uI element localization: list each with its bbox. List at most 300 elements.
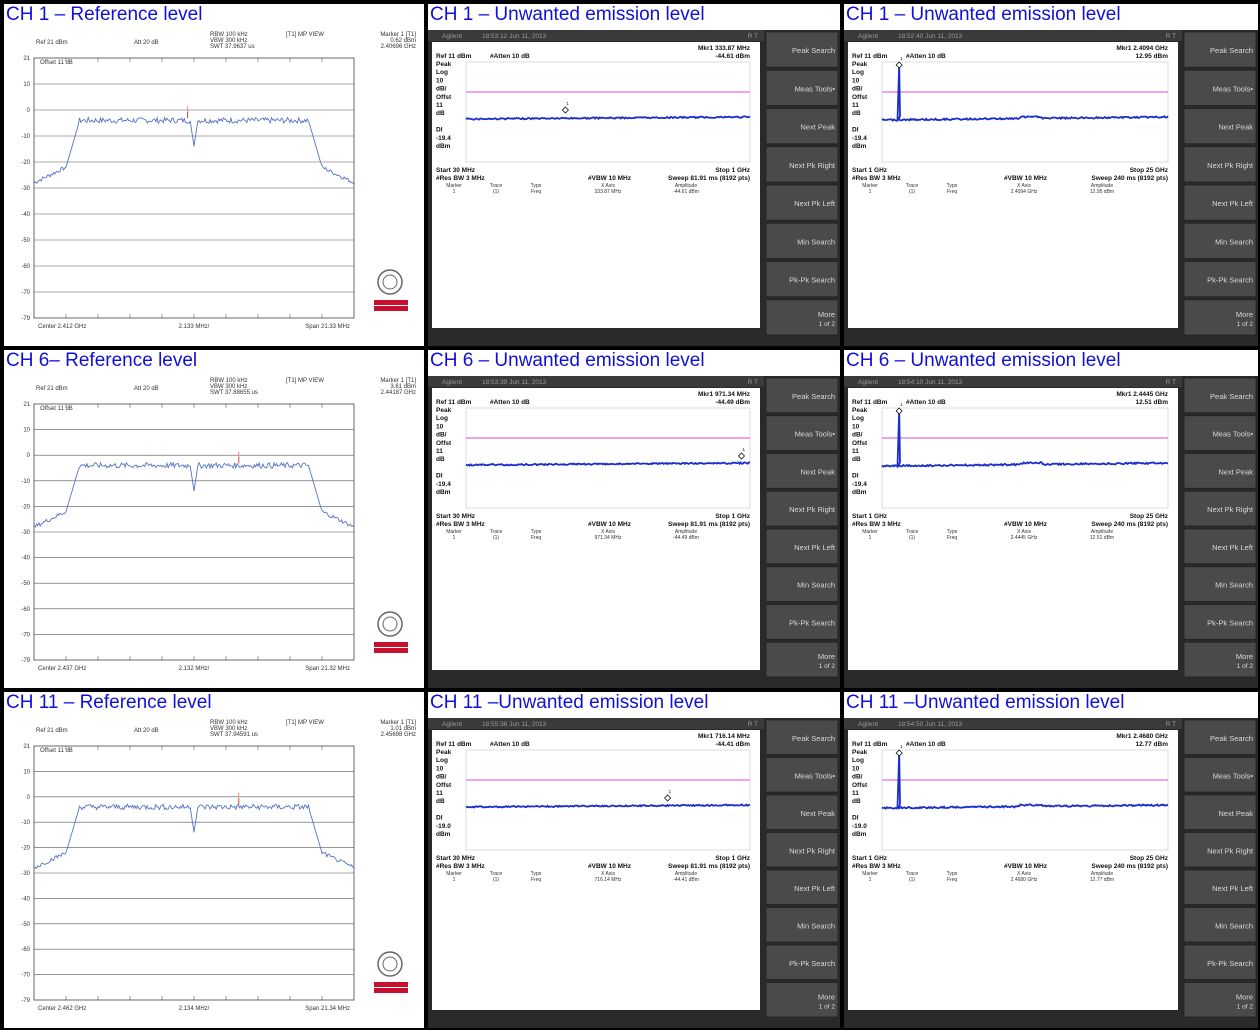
analyzer-brand: Agilent [858,33,878,40]
marker-table-header: Type [530,183,542,189]
analyzer-status-bar [428,718,764,729]
marker-table-header: Type [946,183,958,189]
vbw-label: #VBW 10 MHz [1004,175,1047,182]
softkey-min-search-label: Min Search [797,580,835,590]
y-tick-label: -70 [21,290,30,296]
vbw-label: #VBW 10 MHz [588,175,631,182]
spectrum-plot [428,30,840,346]
attenuation-label: #Atten 10 dB [906,741,946,748]
softkey-more-1-of-2-label: More [817,992,835,1002]
spectrum-plot [4,718,424,1028]
left-scale-label: 11 [852,790,859,797]
marker-1-label: 1 [237,792,241,799]
analyzer-rt-indicator: R T [747,33,758,40]
marker-table-cell: 1 [868,189,872,195]
left-scale-label: dB [852,110,861,118]
left-scale-label: -19.0 [436,822,451,830]
marker-table-header: X Axis [601,871,615,877]
y-tick-label: -30 [21,186,30,192]
marker-table-header: Type [946,529,958,535]
stop-frequency-label: Stop 25 GHz [1129,513,1168,520]
analyzer-screenshot [844,718,1258,1028]
softkey-pk-pk-search-label: Pk-Pk Search [789,275,835,285]
softkey-more-1-of-2-label: More [817,652,835,662]
vbw-label: VBW 300 kHz [210,384,248,390]
y-tick-label: -30 [21,530,30,536]
left-scale-label: Log [436,757,448,765]
marker-table-header: X Axis [1017,529,1031,535]
softkey-next-peak-label: Next Peak [800,122,835,132]
start-frequency-label: Start 1 GHz [852,855,888,862]
swt-label: SWT 37.88655 us [210,390,258,396]
softkey-next-pk-right-label: Next Pk Right [789,846,835,856]
marker-table-cell: -44.49 dBm [673,535,699,541]
marker-table-cell: 12.51 dBm [1089,535,1115,541]
softkey-peak-search-label: Peak Search [1210,391,1253,401]
trace-area [882,408,1168,508]
marker-table-header: Marker [446,183,462,189]
left-scale-label: Log [852,69,864,77]
left-scale-label: Log [436,69,448,77]
reference-level-label: Ref 11 dBm [852,741,888,748]
marker-table-cell: 1 [452,189,456,195]
start-frequency-label: Start 30 MHz [436,167,476,174]
y-tick-label: -20 [21,160,30,166]
analyzer-timestamp: 18:55:36 Jun 11, 2013 [482,721,547,728]
left-scale-label: Log [852,415,864,423]
spectrum-plot [4,30,424,346]
trace-mode-label: [T1] MP VIEW [286,720,324,726]
left-scale-label: 11 [436,790,443,797]
left-scale-label: Peak [852,749,868,756]
y-tick-label: -60 [21,606,30,613]
softkey-pk-pk-search-label: Pk-Pk Search [789,958,835,968]
left-scale-label: dBm [852,831,867,838]
bureau-veritas-logo [378,952,402,976]
left-scale-label: dB/ [436,85,447,93]
reference-level-label: Ref 11 dBm [852,53,888,60]
bureau-veritas-band-2 [374,988,408,993]
sweep-label: Sweep 81.91 ms (8192 pts) [667,521,750,528]
panel-caption: CH 6 – Unwanted emission level [428,350,840,372]
vbw-label: VBW 300 kHz [210,726,248,732]
attenuation-label: #Atten 10 dB [906,53,946,60]
start-frequency-label: Start 1 GHz [852,513,888,520]
softkey-next-pk-right-label: Next Pk Right [1207,160,1253,170]
left-scale-label: dB/ [852,773,863,781]
step-label: 2.134 MHz/ [178,1006,210,1012]
left-scale-label: 10 [852,765,860,773]
marker-table-header: Marker [862,871,878,877]
left-scale-label: dB/ [436,431,447,439]
marker-table-header: Trace [905,183,919,189]
panel-unwanted-emission [844,350,1258,688]
left-scale-label: dB [852,456,861,464]
marker-table-cell: 12.77 dBm [1089,877,1115,883]
y-tick-label: 21 [23,402,30,408]
marker-frequency: 2.45698 GHz [380,732,416,738]
marker-table-header: Type [530,871,542,877]
y-tick-label: 21 [23,744,30,750]
center-frequency-label: Center 2.412 GHz [38,324,87,330]
marker-frequency: 2.44187 GHz [380,390,416,396]
analyzer-rt-indicator: R T [747,379,758,386]
left-scale-label: -19.4 [852,134,867,142]
panel-caption: CH 1 – Unwanted emission level [844,4,1258,26]
marker-table-cell: -44.41 dBm [673,877,699,883]
analyzer-screenshot [844,30,1258,346]
left-scale-label: DI [436,814,443,822]
y-tick-label: -10 [21,820,30,827]
marker-diamond-label: 1 [566,101,569,106]
vbw-label: VBW 300 kHz [210,38,248,44]
start-frequency-label: Start 30 MHz [436,855,476,862]
marker-readout-frequency: Mkr1 716.14 MHz [697,733,750,740]
y-tick-label: -50 [21,238,30,244]
bureau-veritas-band [374,982,408,987]
panel-caption: CH 6 – Unwanted emission level [844,350,1258,372]
y-tick-label: 10 [23,427,30,434]
left-scale-label: dBm [436,489,451,496]
y-tick-label: -60 [21,264,30,270]
spectrum-plot [4,376,424,688]
softkey-peak-search-label: Peak Search [792,391,835,401]
analyzer-status-bar [844,376,1182,387]
marker-table-header: Type [946,871,958,877]
marker-table-cell: Freq [530,535,542,541]
marker-table-header: Amplitude [1090,871,1114,877]
y-tick-label: -50 [21,921,30,928]
left-scale-label: 10 [436,765,444,773]
marker-title: Marker 1 [T1] [380,32,416,38]
marker-table-header: Trace [489,183,503,189]
softkey-more-1-of-2-sublabel: 1 of 2 [818,663,835,671]
marker-table-cell: (1) [492,535,500,541]
left-scale-label: DI [852,814,859,822]
spectrum-plot [844,718,1258,1028]
marker-readout-amplitude: 12.51 dBm [1135,399,1168,406]
softkey-more-1-of-2-sublabel: 1 of 2 [1236,663,1253,671]
marker-table-header: X Axis [601,529,615,535]
marker-1-label: 1 [186,106,189,113]
marker-table-cell: 2.4445 GHz [1010,535,1038,541]
softkey-peak-search-label: Peak Search [1210,46,1253,56]
trace-mode-label: [T1] MP VIEW [286,32,324,38]
softkey-pk-pk-search-label: Pk-Pk Search [789,618,835,628]
marker-frequency: 2.40696 GHz [380,44,416,50]
softkey-next-pk-left-label: Next Pk Left [1212,883,1253,893]
rbw-label: RBW 100 kHz [210,378,248,384]
attenuation-label: Att 20 dB [134,728,159,734]
y-tick-label: -30 [21,871,30,877]
rbw-label: #Res BW 3 MHz [852,863,901,870]
sweep-label: Sweep 240 ms (8192 pts) [1091,863,1168,870]
stop-frequency-label: Stop 1 GHz [715,167,750,174]
marker-table-header: Trace [489,871,503,877]
marker-table-header: Type [530,529,542,535]
marker-readout-frequency: Mkr1 333.87 MHz [697,45,750,52]
softkey-meas-tools-label: Meas Tools• [794,429,835,439]
offset-label: Offset 11 dB [40,406,73,412]
vbw-label: #VBW 10 MHz [588,521,631,528]
spectrum-plot [844,30,1258,346]
vbw-label: #VBW 10 MHz [1004,521,1047,528]
softkey-next-peak-label: Next Peak [800,467,835,477]
marker-table-cell: 716.14 MHz [594,877,622,883]
analyzer-rt-indicator: R T [747,721,758,728]
marker-table-header: Amplitude [1090,183,1114,189]
marker-table-header: Amplitude [674,871,698,877]
softkey-pk-pk-search-label: Pk-Pk Search [1207,275,1253,285]
marker-table-cell: -44.61 dBm [673,189,699,195]
marker-table-cell: 12.95 dBm [1089,189,1115,195]
left-scale-label: Log [436,415,448,423]
span-label: Span 21.33 MHz [305,324,350,330]
marker-diamond-label: 1 [668,789,672,794]
analyzer-status-bar [844,30,1182,41]
marker-level: 1.01 dBm [390,726,416,732]
marker-table-header: Marker [446,871,462,877]
softkey-more-1-of-2-label: More [817,309,835,319]
marker-table-cell: (1) [908,535,916,541]
bureau-veritas-logo [378,612,402,636]
softkey-next-pk-left-label: Next Pk Left [794,883,835,893]
rbw-label: RBW 100 kHz [210,720,248,726]
rbw-label: #Res BW 3 MHz [436,863,485,870]
left-scale-label: dB [436,456,445,464]
marker-table-header: Trace [905,871,919,877]
analyzer-timestamp: 18:54:10 Jun 11, 2013 [898,379,963,386]
softkey-next-pk-left-label: Next Pk Left [1212,542,1253,552]
marker-table-cell: 1 [868,877,872,883]
reference-spectrum [4,376,424,688]
sweep-label: Sweep 240 ms (8192 pts) [1091,175,1168,182]
panel-unwanted-emission [844,692,1258,1028]
rbw-label: #Res BW 3 MHz [436,175,485,182]
trace-area [882,62,1168,162]
left-scale-label: 10 [436,77,444,85]
left-scale-label: Log [852,757,864,765]
left-scale-label: 11 [852,102,859,109]
stop-frequency-label: Stop 25 GHz [1129,855,1168,862]
left-scale-label: Offst [852,439,868,447]
y-tick-label: 0 [26,453,30,460]
panel-caption: CH 11 –Unwanted emission level [844,692,1258,714]
analyzer-screenshot [428,718,840,1028]
softkey-more-1-of-2-sublabel: 1 of 2 [818,320,835,328]
ref-level-label: Ref 21 dBm [36,40,68,46]
softkey-next-pk-right-label: Next Pk Right [789,160,835,170]
left-scale-label: Peak [436,407,452,414]
ref-level-label: Ref 21 dBm [36,728,68,734]
marker-table-cell: (1) [908,877,916,883]
marker-table-header: Amplitude [1090,529,1114,535]
marker-table-cell: 971.34 MHz [594,535,622,541]
span-label: Span 21.32 MHz [305,666,350,672]
panel-unwanted-emission [428,350,840,688]
marker-readout-frequency: Mkr1 971.34 MHz [697,391,750,398]
softkey-more-1-of-2-sublabel: 1 of 2 [818,1003,835,1011]
center-frequency-label: Center 2.462 GHz [38,1006,87,1012]
marker-readout-frequency: Mkr1 2.4445 GHz [1116,391,1168,398]
left-scale-label: Peak [852,61,868,68]
y-tick-label: 10 [23,82,30,88]
left-scale-label: DI [852,126,859,134]
left-scale-label: Peak [436,749,452,756]
softkey-min-search-label: Min Search [797,921,835,931]
left-scale-label: dB [436,110,445,118]
marker-readout-frequency: Mkr1 2.4680 GHz [1116,733,1168,740]
softkey-next-pk-right-label: Next Pk Right [1207,846,1253,856]
attenuation-label: #Atten 10 dB [906,399,946,406]
left-scale-label: Offst [436,93,452,101]
panel-unwanted-emission [428,692,840,1028]
reference-spectrum [4,30,424,346]
marker-level: 3.61 dBm [390,384,416,390]
analyzer-timestamp: 18:53:39 Jun 11, 2013 [482,379,547,386]
sweep-label: Sweep 81.91 ms (8192 pts) [667,863,750,870]
sweep-label: Sweep 240 ms (8192 pts) [1091,521,1168,528]
y-tick-label: -20 [21,504,30,511]
marker-table-header: Trace [489,529,503,535]
step-label: 2.132 MHz/ [178,666,210,672]
softkey-min-search-label: Min Search [797,237,835,247]
spectrum-plot [428,376,840,688]
left-scale-label: -19.0 [852,822,867,830]
left-scale-label: dBm [852,489,867,496]
left-scale-label: Offst [436,439,452,447]
y-tick-label: -79 [21,658,30,664]
swt-label: SWT 37.9637 us [210,44,255,50]
marker-table-cell: (1) [908,189,916,195]
marker-table-header: Trace [905,529,919,535]
marker-readout-amplitude: -44.61 dBm [715,53,750,60]
softkey-next-peak-label: Next Peak [1218,467,1253,477]
trace-area [466,408,750,508]
y-tick-label: -40 [21,212,30,218]
attenuation-label: Att 20 dB [134,40,159,46]
left-scale-label: dB [852,798,861,806]
reference-level-label: Ref 11 dBm [436,399,472,406]
analyzer-screenshot [428,30,840,346]
marker-diamond-label: 1 [900,56,903,61]
y-tick-label: -70 [21,632,30,639]
y-tick-label: -79 [21,316,30,322]
left-scale-label: dB/ [852,85,863,93]
y-tick-label: -79 [21,998,30,1004]
softkey-pk-pk-search-label: Pk-Pk Search [1207,958,1253,968]
y-tick-label: -40 [21,555,30,562]
softkey-more-1-of-2-sublabel: 1 of 2 [1236,1003,1253,1011]
stop-frequency-label: Stop 1 GHz [715,513,750,520]
marker-1-label: 1 [237,451,241,458]
bureau-veritas-band [374,642,408,647]
left-scale-label: 11 [436,448,443,455]
softkey-next-pk-right-label: Next Pk Right [1207,505,1253,515]
y-tick-label: 0 [26,794,30,801]
panel-caption: CH 1 – Reference level [4,4,424,26]
y-tick-label: -40 [21,896,30,903]
span-label: Span 21.34 MHz [305,1006,350,1012]
marker-diamond-label: 1 [742,447,745,452]
rbw-label: #Res BW 3 MHz [852,175,901,182]
bureau-veritas-band [374,300,408,305]
softkey-next-peak-label: Next Peak [800,808,835,818]
panel-reference-level [4,350,424,688]
trace-area [882,750,1168,850]
softkey-next-pk-left-label: Next Pk Left [794,199,835,209]
y-tick-label: -10 [21,478,30,485]
marker-table-header: Marker [862,529,878,535]
attenuation-label: #Atten 10 dB [490,53,530,60]
marker-table-cell: Freq [946,877,958,883]
y-tick-label: -20 [21,845,30,852]
left-scale-label: Peak [852,407,868,414]
left-scale-label: Offst [436,781,452,789]
analyzer-status-bar [844,718,1182,729]
marker-table-cell: 2.4680 GHz [1010,877,1038,883]
analyzer-timestamp: 18:53:12 Jun 11, 2013 [482,33,547,40]
bureau-veritas-band-2 [374,648,408,653]
attenuation-label: Att 20 dB [134,386,159,392]
marker-table-cell: Freq [530,877,542,883]
left-scale-label: 10 [436,423,444,431]
swt-label: SWT 37.94591 us [210,732,258,738]
analyzer-brand: Agilent [858,379,878,386]
marker-table-cell: (1) [492,189,500,195]
y-tick-label: -70 [21,972,30,979]
y-tick-label: -60 [21,947,30,954]
offset-label: Offset 11 dB [40,748,73,754]
left-scale-label: 11 [852,448,859,455]
spectrum-plot [844,376,1258,688]
analyzer-rt-indicator: R T [1165,721,1176,728]
marker-readout-frequency: Mkr1 2.4094 GHz [1116,45,1168,52]
bureau-veritas-logo [378,270,402,294]
softkey-meas-tools-label: Meas Tools• [1212,429,1253,439]
reference-spectrum [4,718,424,1028]
softkey-next-peak-label: Next Peak [1218,808,1253,818]
panel-caption: CH 11 –Unwanted emission level [428,692,840,714]
marker-table-header: Marker [862,183,878,189]
rbw-label: RBW 100 kHz [210,32,248,38]
analyzer-brand: Agilent [442,33,462,40]
left-scale-label: dBm [852,143,867,150]
softkey-min-search-label: Min Search [1215,580,1253,590]
attenuation-label: #Atten 10 dB [490,399,530,406]
stop-frequency-label: Stop 25 GHz [1129,167,1168,174]
panel-unwanted-emission [428,4,840,346]
marker-table-cell: Freq [946,189,958,195]
left-scale-label: 11 [436,102,443,109]
left-scale-label: dB/ [852,431,863,439]
softkey-pk-pk-search-label: Pk-Pk Search [1207,618,1253,628]
marker-table-header: Amplitude [674,183,698,189]
softkey-min-search-label: Min Search [1215,921,1253,931]
softkey-peak-search-label: Peak Search [792,46,835,56]
softkey-more-1-of-2-label: More [1235,992,1253,1002]
left-scale-label: 10 [852,423,860,431]
marker-table-cell: (1) [492,877,500,883]
marker-table-header: X Axis [1017,183,1031,189]
softkey-next-pk-right-label: Next Pk Right [789,505,835,515]
analyzer-brand: Agilent [442,721,462,728]
panel-caption: CH 1 – Unwanted emission level [428,4,840,26]
left-scale-label: dBm [436,831,451,838]
trace-mode-label: [T1] MP VIEW [286,378,324,384]
start-frequency-label: Start 30 MHz [436,513,476,520]
marker-readout-amplitude: 12.95 dBm [1135,53,1168,60]
